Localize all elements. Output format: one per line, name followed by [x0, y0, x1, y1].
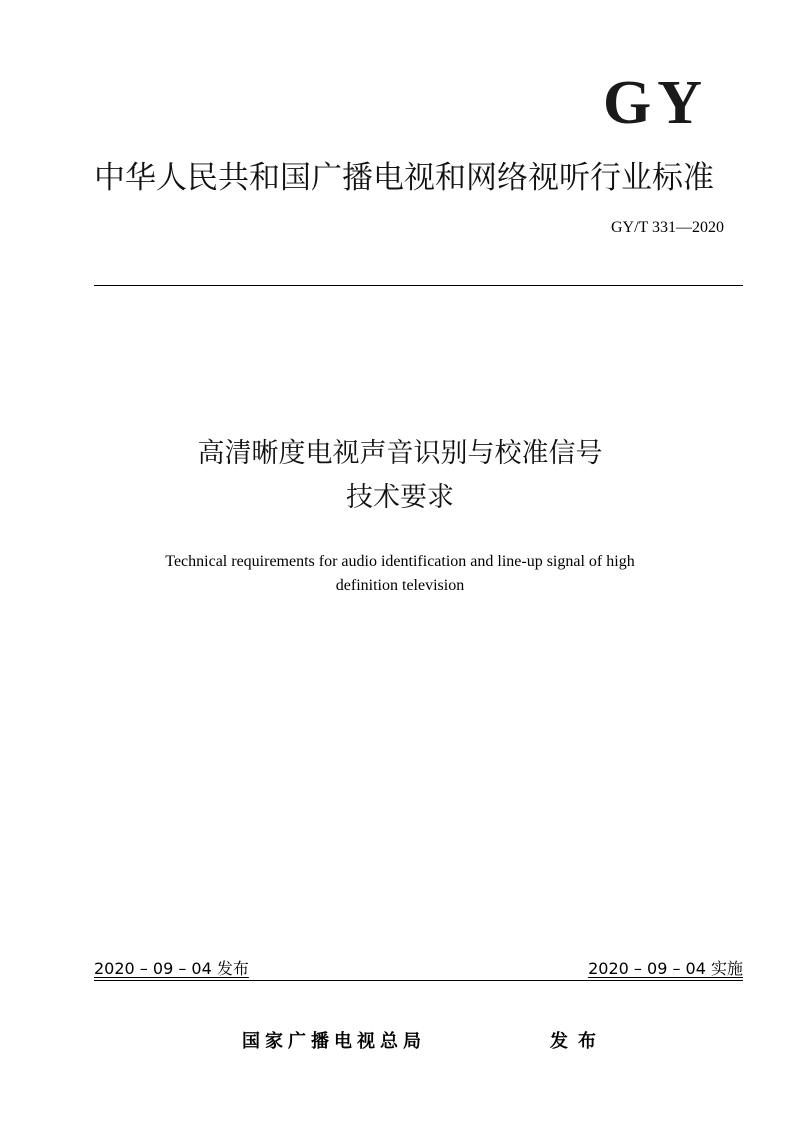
title-en-line-2: definition television — [335, 577, 465, 594]
gy-logo: GY — [603, 69, 708, 137]
title-zh-line-2: 技术要求 — [346, 482, 454, 513]
issuing-authority: 国家广播电视总局 — [242, 1031, 426, 1052]
publish-label: 发布 — [550, 1031, 606, 1052]
standard-code: GY/T 331—2020 — [610, 219, 724, 236]
title-en-line-1: Technical requirements for audio identification and line-up signal of high — [165, 553, 635, 570]
date-divider — [94, 980, 743, 981]
document-title-chinese — [0, 432, 800, 520]
implementation-date: 2020 – 09 – 04 实施 — [588, 959, 743, 978]
title-zh-line-1: 高清晰度电视声音识别与校准信号 — [197, 438, 603, 469]
header-divider — [94, 285, 743, 286]
standard-family-title: 中华人民共和国广播电视和网络视听行业标准 — [94, 160, 714, 196]
issue-date: 2020 – 09 – 04 发布 — [94, 959, 249, 978]
document-title-english — [90, 550, 710, 598]
